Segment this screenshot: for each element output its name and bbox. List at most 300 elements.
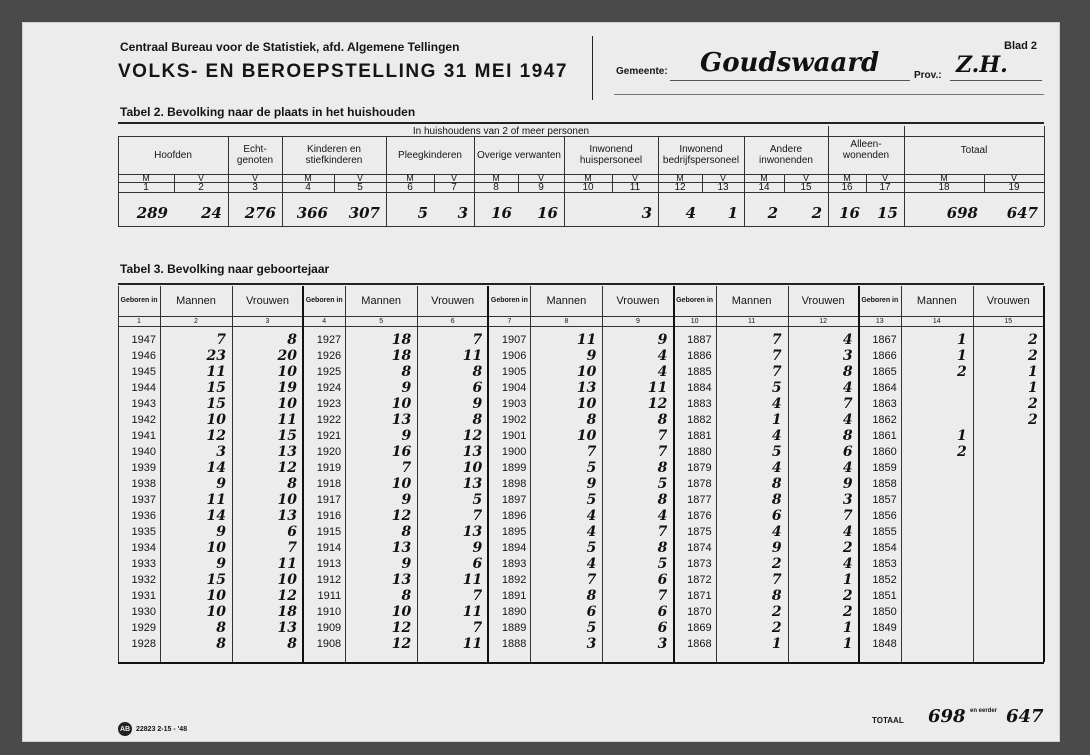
t3-vrouwen-value: 10 <box>277 396 297 412</box>
prov-value: Z.H. <box>956 52 1008 78</box>
t3-col-number: 13 <box>875 317 884 325</box>
t3-vrouwen-value: 15 <box>277 428 297 444</box>
t2-col-number: 6 <box>407 181 413 193</box>
t2-col-header: Overige verwanten <box>477 149 561 161</box>
header-underline <box>614 94 1044 95</box>
t3-year: 1907 <box>501 334 527 346</box>
prov-label: Prov.: <box>914 70 942 81</box>
t3-col-number: 12 <box>819 317 827 325</box>
t3-vrouwen-value: 7 <box>472 620 483 636</box>
t3-year: 1894 <box>501 542 527 554</box>
t3-mannen-value: 15 <box>206 380 226 396</box>
t2-sub-header: M <box>406 172 414 183</box>
t3-mannen-value: 2 <box>771 556 782 572</box>
t3-vrouwen-value: 1 <box>842 636 853 652</box>
t3-mannen-value: 13 <box>391 572 412 588</box>
t3-vrouwen-value: 3 <box>657 636 668 652</box>
t3-mannen-value: 18 <box>391 348 412 364</box>
t3-mannen-value: 6 <box>586 604 597 620</box>
t2-col-header: Inwonend bedrijfspersoneel <box>662 144 740 166</box>
t2-value: 1 <box>727 204 738 222</box>
t2-col-number: 15 <box>800 181 812 193</box>
t3-mannen-value: 14 <box>206 460 226 476</box>
t3-vrouwen-value: 7 <box>287 540 297 556</box>
t2-sub-header: V <box>1010 172 1017 183</box>
t3-year: 1871 <box>687 590 712 602</box>
t3-mannen-value: 1 <box>771 412 782 428</box>
t3-year: 1934 <box>131 542 156 554</box>
t3-year: 1914 <box>316 542 342 554</box>
t3-vrouwen-value: 1 <box>842 572 853 588</box>
t3-year: 1880 <box>687 446 712 458</box>
t3-vrouwen-value: 4 <box>842 524 853 540</box>
t2-sub-header: V <box>251 172 258 183</box>
t3-vline-group <box>487 286 489 662</box>
t3-vrouwen-value: 6 <box>657 604 668 620</box>
form-footer <box>118 722 187 736</box>
t3-mannen-value: 13 <box>391 540 412 556</box>
t3-mannen-value: 7 <box>771 364 782 380</box>
t3-year: 1861 <box>872 430 897 442</box>
t2-col-number: 14 <box>758 181 770 193</box>
t3-mannen-value: 12 <box>206 428 226 444</box>
t3-header-geboren: Geboren in <box>861 297 899 304</box>
t3-year: 1892 <box>501 574 527 586</box>
t3-mannen-value: 6 <box>771 508 782 524</box>
t3-year: 1874 <box>687 542 712 554</box>
t3-mannen-value: 12 <box>391 636 412 652</box>
t3-mannen-value: 3 <box>216 444 226 460</box>
t3-vrouwen-value: 4 <box>657 348 668 364</box>
t2-col-number: 12 <box>674 181 686 193</box>
t2-value: 4 <box>685 204 696 222</box>
t3-mannen-value: 4 <box>771 460 782 476</box>
t3-mannen-value: 2 <box>957 364 967 380</box>
t2-value: 16 <box>491 204 512 222</box>
t2-vline-sub <box>612 174 613 192</box>
t2-col-header: Pleegkinderen <box>398 149 462 161</box>
t3-vrouwen-value: 11 <box>462 572 483 588</box>
t3-year: 1879 <box>687 462 712 474</box>
t3-mannen-value: 9 <box>586 476 597 492</box>
t3-year: 1850 <box>872 606 897 618</box>
t3-vrouwen-value: 2 <box>1028 332 1038 348</box>
t3-year: 1915 <box>316 526 342 538</box>
t3-line-num <box>118 326 1044 327</box>
t3-mannen-value: 4 <box>771 396 782 412</box>
t3-vrouwen-value: 11 <box>462 604 483 620</box>
t3-vrouwen-value: 10 <box>462 460 483 476</box>
t3-year: 1863 <box>872 398 897 410</box>
t3-year: 1925 <box>316 366 342 378</box>
t3-header-mannen: Mannen <box>361 295 402 307</box>
t3-col-number: 15 <box>1004 317 1013 325</box>
t3-mannen-value: 7 <box>586 572 597 588</box>
t3-year: 1875 <box>687 526 712 538</box>
t3-year: 1883 <box>687 398 712 410</box>
t2-col-number: 13 <box>717 181 729 193</box>
t3-mannen-value: 12 <box>391 508 412 524</box>
t3-header-vrouwen: Vrouwen <box>986 295 1030 307</box>
t2-group-header: In huishoudens van 2 of meer personen <box>412 125 590 137</box>
t3-vrouwen-value: 9 <box>472 540 483 556</box>
t3-mannen-value: 9 <box>771 540 782 556</box>
t3-year: 1945 <box>131 366 156 378</box>
t3-mannen-value: 8 <box>771 492 782 508</box>
t3-year: 1918 <box>316 478 342 490</box>
t3-year: 1923 <box>316 398 342 410</box>
t2-value: 24 <box>201 204 222 222</box>
t2-vline-sub <box>434 174 435 192</box>
t3-vrouwen-value: 7 <box>842 508 853 524</box>
t2-vline-sub <box>866 174 867 192</box>
t3-year: 1917 <box>316 494 342 506</box>
t3-mannen-value: 8 <box>216 636 226 652</box>
t3-mannen-value: 16 <box>391 444 412 460</box>
t3-year: 1890 <box>501 606 527 618</box>
t3-vrouwen-value: 8 <box>287 332 297 348</box>
t3-col-number: 4 <box>322 317 327 325</box>
t3-mannen-value: 5 <box>586 540 597 556</box>
t3-vrouwen-value: 11 <box>647 380 668 396</box>
t3-vrouwen-value: 7 <box>842 396 853 412</box>
t3-vrouwen-value: 7 <box>657 444 668 460</box>
t3-header-vrouwen: Vrouwen <box>245 295 289 307</box>
t3-year: 1928 <box>131 638 156 650</box>
tabel3-rule <box>118 283 1044 285</box>
t3-year: 1878 <box>687 478 712 490</box>
t3-vrouwen-value: 8 <box>657 492 668 508</box>
t2-vline-sub <box>784 174 785 192</box>
t3-mannen-value: 5 <box>771 380 782 396</box>
t3-vline-group <box>673 286 675 662</box>
t3-year: 1941 <box>131 430 156 442</box>
t3-year: 1885 <box>687 366 712 378</box>
t3-vrouwen-value: 9 <box>657 332 668 348</box>
t3-year: 1884 <box>687 382 712 394</box>
t3-mannen-value: 4 <box>586 556 597 572</box>
t3-vrouwen-value: 10 <box>277 492 297 508</box>
t3-vrouwen-value: 2 <box>1028 348 1038 364</box>
t3-year: 1870 <box>687 606 712 618</box>
t3-year: 1900 <box>501 446 527 458</box>
en-eerder-note: en eerder <box>970 708 998 714</box>
t3-year: 1922 <box>316 414 342 426</box>
t3-mannen-value: 10 <box>576 428 597 444</box>
t3-year: 1908 <box>316 638 342 650</box>
t3-year: 1860 <box>872 446 897 458</box>
t3-year: 1862 <box>872 414 897 426</box>
t3-vrouwen-value: 8 <box>472 364 483 380</box>
t3-vrouwen-value: 13 <box>462 476 483 492</box>
t3-header-mannen: Mannen <box>731 295 772 307</box>
t2-sub-header: M <box>843 172 851 183</box>
t3-year: 1931 <box>131 590 156 602</box>
t3-year: 1873 <box>687 558 712 570</box>
t2-sub-header: M <box>492 172 500 183</box>
t2-col-number: 10 <box>582 181 594 193</box>
t3-year: 1852 <box>872 574 897 586</box>
t2-col-number: 16 <box>841 181 853 193</box>
t3-mannen-value: 1 <box>957 348 967 364</box>
t3-vrouwen-value: 1 <box>1028 364 1038 380</box>
t3-line-bottom <box>118 662 1044 664</box>
t3-mannen-value: 9 <box>401 428 412 444</box>
t3-mannen-value: 7 <box>401 460 412 476</box>
bureau-line: Centraal Bureau voor de Statistiek, afd. Algemene Tellingen <box>120 40 460 54</box>
t2-col-header: Echt-genoten <box>236 144 274 166</box>
t3-vline-group <box>858 286 860 662</box>
t3-year: 1895 <box>501 526 527 538</box>
t3-year: 1911 <box>317 590 342 602</box>
t3-mannen-value: 5 <box>771 444 782 460</box>
t3-mannen-value: 8 <box>586 412 597 428</box>
t3-year: 1919 <box>316 462 342 474</box>
t2-col-number: 2 <box>198 181 204 193</box>
t3-col-number: 9 <box>635 317 640 325</box>
t3-year: 1898 <box>501 478 527 490</box>
t3-header-vrouwen: Vrouwen <box>801 295 845 307</box>
t3-mannen-value: 14 <box>206 508 226 524</box>
t3-year: 1942 <box>131 414 156 426</box>
t3-vrouwen-value: 11 <box>462 636 483 652</box>
t3-year: 1901 <box>501 430 527 442</box>
prov-line <box>950 80 1042 81</box>
t2-value: 289 <box>136 204 168 222</box>
t3-year: 1854 <box>872 542 897 554</box>
t3-mannen-value: 23 <box>206 348 226 364</box>
gemeente-value: Goudswaard <box>700 48 880 78</box>
t3-mannen-value: 2 <box>771 620 782 636</box>
t3-year: 1877 <box>687 494 712 506</box>
t2-sub-header: V <box>719 172 726 183</box>
t3-vrouwen-value: 6 <box>287 524 297 540</box>
t2-sub-header: M <box>940 172 948 183</box>
t2-value: 16 <box>839 204 860 222</box>
t3-year: 1903 <box>501 398 527 410</box>
t3-vrouwen-value: 6 <box>657 572 668 588</box>
t3-vrouwen-value: 4 <box>842 460 853 476</box>
t3-vrouwen-value: 2 <box>842 588 853 604</box>
t3-year: 1858 <box>872 478 897 490</box>
t3-mannen-value: 10 <box>391 604 412 620</box>
t3-year: 1896 <box>501 510 527 522</box>
t3-year: 1943 <box>131 398 156 410</box>
t3-vrouwen-value: 5 <box>657 556 668 572</box>
t2-col-number: 19 <box>1008 181 1020 193</box>
t3-year: 1929 <box>131 622 156 634</box>
t2-col-number: 3 <box>252 181 258 193</box>
t3-year: 1913 <box>316 558 342 570</box>
t2-sub-header: V <box>631 172 638 183</box>
t3-mannen-value: 3 <box>586 636 597 652</box>
t2-sub-header: V <box>537 172 544 183</box>
t2-vline-sub <box>984 174 985 192</box>
t2-sub-header: V <box>356 172 363 183</box>
t2-value: 366 <box>296 204 328 222</box>
t2-sub-header: M <box>676 172 684 183</box>
t3-mannen-value: 9 <box>401 380 412 396</box>
t3-mannen-value: 7 <box>586 444 597 460</box>
t2-sub-header: M <box>304 172 312 183</box>
t3-mannen-value: 15 <box>206 396 226 412</box>
t3-year: 1921 <box>316 430 342 442</box>
t2-sub-header: V <box>881 172 888 183</box>
t3-year: 1865 <box>872 366 897 378</box>
t3-year: 1853 <box>872 558 897 570</box>
t3-mannen-value: 4 <box>586 524 597 540</box>
t3-header-geboren: Geboren in <box>490 297 528 304</box>
t3-vrouwen-value: 4 <box>657 508 668 524</box>
t3-vrouwen-value: 13 <box>277 444 297 460</box>
t3-header-vrouwen: Vrouwen <box>616 295 660 307</box>
t2-col-number: 17 <box>879 181 891 193</box>
t3-vrouwen-value: 2 <box>1028 396 1038 412</box>
t3-year: 1882 <box>687 414 712 426</box>
t3-vrouwen-value: 6 <box>842 444 853 460</box>
t3-vrouwen-value: 20 <box>277 348 297 364</box>
totaal-mannen: 698 <box>928 706 966 727</box>
t3-col-number: 8 <box>564 317 569 325</box>
t3-year: 1936 <box>131 510 156 522</box>
t3-mannen-value: 10 <box>391 396 412 412</box>
t3-mannen-value: 9 <box>401 556 412 572</box>
t2-value: 2 <box>767 204 778 222</box>
t3-vrouwen-value: 7 <box>472 508 483 524</box>
t3-year: 1939 <box>131 462 156 474</box>
t2-value: 15 <box>877 204 898 222</box>
blad-number: Blad 2 <box>1004 40 1038 52</box>
t3-vrouwen-value: 12 <box>277 588 297 604</box>
t3-vrouwen-value: 8 <box>657 540 668 556</box>
t3-vrouwen-value: 11 <box>277 556 297 572</box>
t3-mannen-value: 1 <box>957 332 967 348</box>
t3-mannen-value: 8 <box>401 364 412 380</box>
t3-vrouwen-value: 6 <box>657 620 668 636</box>
t3-vrouwen-value: 7 <box>657 428 668 444</box>
t3-mannen-value: 8 <box>771 588 782 604</box>
t3-vrouwen-value: 5 <box>472 492 483 508</box>
t3-mannen-value: 13 <box>391 412 412 428</box>
t3-year: 1848 <box>872 638 897 650</box>
t3-col-number: 3 <box>265 317 270 325</box>
t2-vline-sub <box>174 174 175 192</box>
t3-mannen-value: 9 <box>216 476 226 492</box>
tabel3-title: Tabel 3. Bevolking naar geboortejaar <box>120 262 330 276</box>
t3-mannen-value: 8 <box>401 588 412 604</box>
t3-vrouwen-value: 8 <box>657 460 668 476</box>
t3-vrouwen-value: 7 <box>472 588 483 604</box>
t3-mannen-value: 8 <box>216 620 226 636</box>
t3-vrouwen-value: 12 <box>462 428 483 444</box>
t3-vrouwen-value: 11 <box>462 348 483 364</box>
t3-vrouwen-value: 6 <box>472 556 483 572</box>
t2-value: 276 <box>244 204 276 222</box>
t3-mannen-value: 5 <box>586 492 597 508</box>
t2-vline-sub <box>702 174 703 192</box>
t3-mannen-value: 5 <box>586 620 597 636</box>
t2-col-header: Hoofden <box>154 149 192 161</box>
t3-mannen-value: 15 <box>206 572 226 588</box>
t3-col-number: 5 <box>379 317 384 325</box>
t2-value: 698 <box>946 204 978 222</box>
t3-year: 1904 <box>501 382 527 394</box>
t3-mannen-value: 8 <box>771 476 782 492</box>
t3-header-geboren: Geboren in <box>676 297 714 304</box>
t3-header-geboren: Geboren in <box>305 297 343 304</box>
t3-vrouwen-value: 1 <box>1028 380 1038 396</box>
t2-value: 5 <box>417 204 428 222</box>
t3-vrouwen-value: 18 <box>277 604 297 620</box>
t3-mannen-value: 4 <box>771 524 782 540</box>
t3-vrouwen-value: 12 <box>647 396 668 412</box>
t3-year: 1888 <box>501 638 527 650</box>
t2-sub-header: M <box>760 172 768 183</box>
t3-year: 1889 <box>501 622 527 634</box>
tabel3-grid <box>118 286 1044 706</box>
t3-mannen-value: 1 <box>771 636 782 652</box>
t3-year: 1891 <box>501 590 527 602</box>
t3-year: 1899 <box>501 462 527 474</box>
t2-col-header: Alleen-wonenden <box>842 139 890 161</box>
t3-header-mannen: Mannen <box>916 295 957 307</box>
t2-line-bottom <box>118 226 1044 227</box>
t3-year: 1935 <box>131 526 156 538</box>
t3-year: 1893 <box>501 558 527 570</box>
t3-mannen-value: 7 <box>771 348 782 364</box>
t2-col-number: 1 <box>143 181 149 193</box>
t3-vrouwen-value: 4 <box>842 380 853 396</box>
t3-vrouwen-value: 3 <box>842 348 853 364</box>
t3-mannen-value: 2 <box>957 444 967 460</box>
publisher-logo: AB <box>118 722 132 736</box>
t3-col-number: 2 <box>194 317 198 325</box>
t3-mannen-value: 4 <box>771 428 782 444</box>
t2-col-header: Andere inwonenden <box>759 144 813 166</box>
t3-vrouwen-value: 11 <box>277 412 297 428</box>
t2-sub-header: V <box>450 172 457 183</box>
t3-vrouwen-value: 3 <box>842 492 853 508</box>
t2-col-header: Totaal <box>960 144 988 156</box>
t3-mannen-value: 7 <box>771 332 782 348</box>
t3-mannen-value: 11 <box>576 332 597 348</box>
t3-year: 1872 <box>687 574 712 586</box>
tabel2-rule <box>118 122 1044 124</box>
t3-year: 1887 <box>687 334 712 346</box>
t3-mannen-value: 10 <box>206 604 226 620</box>
t2-col-number: 4 <box>305 181 311 193</box>
t3-col-number: 7 <box>507 317 512 325</box>
t2-value: 647 <box>1006 204 1038 222</box>
t3-vrouwen-value: 6 <box>472 380 483 396</box>
t3-year: 1869 <box>687 622 712 634</box>
totaal-vrouwen: 647 <box>1006 706 1044 727</box>
t3-vrouwen-value: 8 <box>842 364 853 380</box>
t3-year: 1856 <box>872 510 897 522</box>
t3-mannen-value: 8 <box>401 524 412 540</box>
t3-year: 1932 <box>131 574 156 586</box>
t3-year: 1857 <box>872 494 897 506</box>
gemeente-label: Gemeente: <box>616 66 668 77</box>
t3-mannen-value: 10 <box>206 588 226 604</box>
t3-vrouwen-value: 4 <box>657 364 668 380</box>
form-title: VOLKS- EN BEROEPSTELLING 31 MEI 1947 <box>118 61 568 82</box>
t3-year: 1849 <box>872 622 897 634</box>
t3-year: 1855 <box>872 526 897 538</box>
t3-year: 1909 <box>316 622 342 634</box>
t3-year: 1937 <box>131 494 156 506</box>
t3-col-number: 10 <box>690 317 699 325</box>
